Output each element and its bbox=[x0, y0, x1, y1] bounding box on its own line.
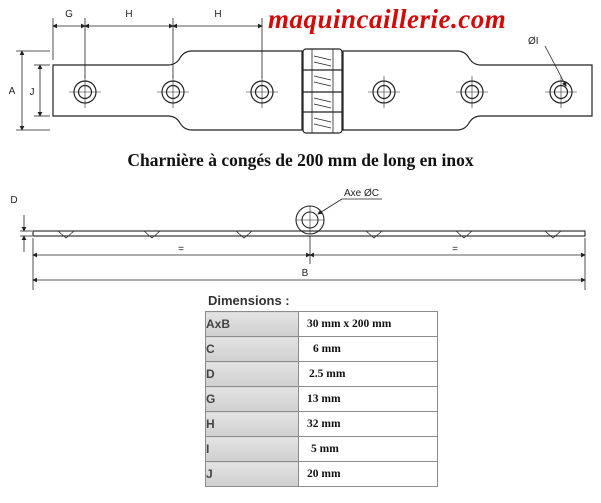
hole-3 bbox=[246, 76, 278, 108]
dimensions-heading: Dimensions : bbox=[208, 293, 290, 308]
dim-value: 32 mm bbox=[299, 412, 438, 437]
label-h2: H bbox=[214, 9, 222, 20]
label-diameter-i: ØI bbox=[528, 36, 539, 47]
product-title: Charnière à congés de 200 mm de long en inox bbox=[127, 150, 474, 170]
brand-logo-text: maquincaillerie.com bbox=[268, 4, 507, 34]
dim-value: 2.5 mm bbox=[299, 362, 438, 387]
dim-value: 20 mm bbox=[299, 462, 438, 487]
hinge-side-view bbox=[33, 206, 585, 238]
dim-key: C bbox=[206, 337, 299, 362]
hole-6 bbox=[545, 76, 577, 108]
dim-value: 5 mm bbox=[299, 437, 438, 462]
label-a: A bbox=[8, 86, 16, 97]
hinge-top-view bbox=[53, 49, 592, 133]
hole-5 bbox=[456, 76, 488, 108]
dim-key: I bbox=[206, 437, 299, 462]
hole-2 bbox=[157, 76, 189, 108]
dim-value: 13 mm bbox=[299, 387, 438, 412]
hinge-knuckle bbox=[303, 49, 342, 133]
dim-key: G bbox=[206, 387, 299, 412]
hinge-plate-outline bbox=[53, 51, 302, 130]
table-row bbox=[206, 462, 438, 487]
dim-value: 30 mm x 200 mm bbox=[299, 312, 438, 337]
drawing-labels bbox=[9, 9, 539, 279]
table-row bbox=[206, 362, 438, 387]
table-row bbox=[206, 312, 438, 337]
label-g: G bbox=[65, 9, 73, 20]
label-axe-c: Axe ØC bbox=[344, 188, 380, 199]
hole-1 bbox=[69, 76, 101, 108]
dim-value: 6 mm bbox=[299, 337, 438, 362]
label-b: B bbox=[301, 268, 309, 279]
dim-key: AxB bbox=[206, 312, 299, 337]
label-equal-left: = bbox=[178, 244, 184, 255]
dimensions-table bbox=[205, 311, 438, 487]
dim-key: H bbox=[206, 412, 299, 437]
table-row bbox=[206, 412, 438, 437]
hole-4 bbox=[368, 76, 400, 108]
label-j: J bbox=[29, 87, 35, 98]
table-row bbox=[206, 437, 438, 462]
dim-key: D bbox=[206, 362, 299, 387]
label-d: D bbox=[10, 195, 18, 206]
table-row bbox=[206, 337, 438, 362]
table-row bbox=[206, 387, 438, 412]
dim-key: J bbox=[206, 462, 299, 487]
label-h1: H bbox=[125, 9, 133, 20]
label-equal-right: = bbox=[452, 244, 458, 255]
